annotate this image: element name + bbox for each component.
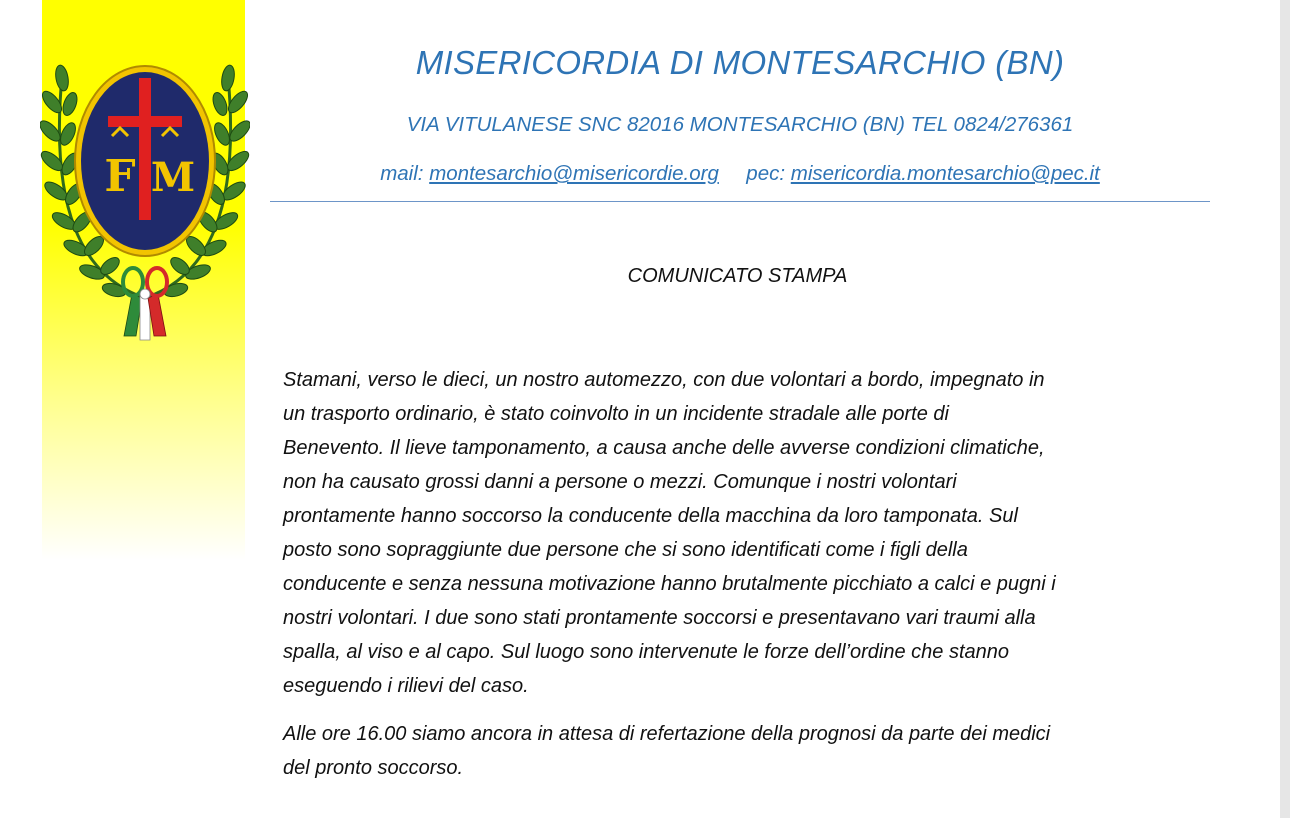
viewer-gutter xyxy=(1280,0,1290,818)
body-paragraph-2 xyxy=(283,717,1208,785)
organization-title: MISERICORDIA DI MONTESARCHIO (BN) xyxy=(415,44,1065,81)
pec-label: pec: xyxy=(746,162,786,185)
paragraph-line: Alle ore 16.00 siamo ancora in attesa di refertazione della prognosi da parte dei medici xyxy=(283,723,1051,745)
paragraph-line: Benevento. Il lieve tamponamento, a causa anche delle avverse condizioni climatiche, xyxy=(283,437,1045,459)
paragraph-line: conducente e senza nessuna motivazione hanno brutalmente picchiato a calci e pugni i xyxy=(283,573,1056,595)
contact-line xyxy=(270,162,1210,186)
organization-address: VIA VITULANESE SNC 82016 MONTESARCHIO (BN) TEL 0824/276361 xyxy=(406,113,1074,136)
paragraph-line: posto sono sopraggiunte due persone che si sono identificati come i figli della xyxy=(283,539,968,561)
mail-link[interactable]: montesarchio@misericordie.org xyxy=(429,162,719,185)
tricolor-ribbon xyxy=(123,268,167,340)
paragraph-line: Stamani, verso le dieci, un nostro automezzo, con due volontari a bordo, impegnato in xyxy=(283,369,1045,391)
paragraph-line: prontamente hanno soccorso la conducente della macchina da loro tamponata. Sul xyxy=(283,505,1018,527)
paragraph-line: spalla, al viso e al capo. Sul luogo sono intervenute le forze dell’ordine che stanno xyxy=(283,641,1010,663)
header-divider xyxy=(270,201,1210,202)
monogram-letter-left: F xyxy=(104,151,136,202)
body-paragraph-1 xyxy=(283,363,1208,703)
paragraph-line: un trasporto ordinario, è stato coinvolto in un incidente stradale alle porte di xyxy=(283,403,949,425)
paragraph-line: nostri volontari. I due sono stati prontamente soccorsi e presentavano vari traumi alla xyxy=(283,607,1036,629)
pec-link[interactable]: misericordia.montesarchio@pec.it xyxy=(790,162,1100,185)
monogram-letter-right: M xyxy=(150,154,196,201)
document-title: COMUNICATO STAMPA xyxy=(627,265,848,287)
cross-icon xyxy=(139,78,151,220)
paragraph-line: del pronto soccorso. xyxy=(283,757,464,779)
misericordia-logo xyxy=(40,36,250,346)
paragraph-line: eseguendo i rilievi del caso. xyxy=(283,675,529,697)
paragraph-line: non ha causato grossi danni a persone o mezzi. Comunque i nostri volontari xyxy=(283,471,957,493)
mail-label: mail: xyxy=(380,162,424,185)
